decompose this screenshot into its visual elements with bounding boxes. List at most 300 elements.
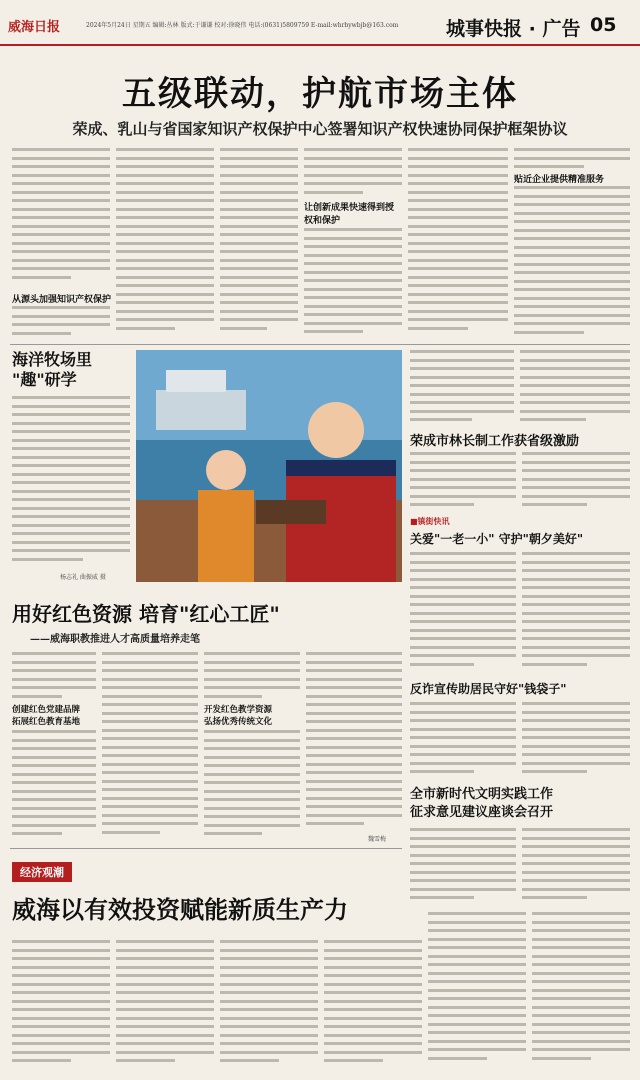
text-line: [12, 233, 110, 236]
text-line: [306, 695, 402, 698]
text-line: [204, 669, 300, 672]
economy-body-5: [428, 912, 526, 1070]
text-line: [220, 250, 298, 253]
text-line: [428, 980, 526, 983]
red-resources-headline: 用好红色资源 培育"红心工匠": [12, 602, 280, 626]
text-line: [12, 165, 110, 168]
text-line: [220, 1051, 318, 1054]
text-line: [12, 267, 110, 270]
text-line: [532, 912, 630, 915]
text-line: [12, 456, 130, 459]
text-line: [410, 654, 516, 657]
lead-body-col-1b: [12, 306, 110, 340]
text-line: [116, 1025, 214, 1028]
text-line: [428, 1014, 526, 1017]
text-line: [410, 469, 516, 472]
text-line: [324, 949, 422, 952]
text-line: [12, 208, 110, 211]
economy-body-4: [324, 940, 422, 1070]
text-line: [522, 654, 630, 657]
text-line: [410, 478, 516, 481]
text-line: [12, 832, 62, 835]
text-line: [12, 781, 96, 784]
text-line: [12, 730, 96, 733]
text-line: [116, 148, 214, 151]
text-line: [12, 764, 96, 767]
text-line: [12, 1008, 110, 1011]
text-line: [12, 315, 110, 318]
text-line: [220, 966, 318, 969]
text-line: [410, 828, 516, 831]
text-line: [514, 322, 630, 325]
text-line: [522, 478, 630, 481]
text-line: [220, 301, 298, 304]
town-news-kicker: ■镇街快讯: [410, 516, 450, 526]
text-line: [12, 974, 110, 977]
text-line: [12, 695, 62, 698]
text-line: [220, 276, 298, 279]
text-line: [204, 652, 300, 655]
text-line: [522, 595, 630, 598]
text-line: [12, 957, 110, 960]
forest-chief-body-1: [410, 452, 516, 512]
economy-body-2: [116, 940, 214, 1070]
text-line: [522, 578, 630, 581]
text-line: [408, 208, 508, 211]
text-line: [410, 896, 474, 899]
text-line: [522, 503, 587, 506]
text-line: [522, 663, 587, 666]
text-line: [116, 327, 175, 330]
text-line: [102, 805, 198, 808]
page-number: 05: [590, 14, 617, 36]
text-line: [116, 182, 214, 185]
text-line: [408, 148, 508, 151]
text-line: [410, 401, 514, 404]
text-line: [220, 940, 318, 943]
divider-2: [10, 848, 402, 849]
text-line: [522, 586, 630, 589]
text-line: [12, 490, 130, 493]
text-line: [12, 498, 130, 501]
sea-ranch-photo-caption: 杨志礼 曲振威 摄: [60, 574, 106, 581]
text-line: [102, 729, 198, 732]
text-line: [408, 318, 508, 321]
text-line: [514, 157, 630, 160]
text-line: [532, 1023, 630, 1026]
text-line: [306, 805, 402, 808]
text-line: [12, 966, 110, 969]
text-line: [532, 938, 630, 941]
text-line: [522, 569, 630, 572]
text-line: [220, 284, 298, 287]
text-line: [522, 702, 630, 705]
text-line: [306, 763, 402, 766]
text-line: [428, 938, 526, 941]
text-line: [306, 652, 402, 655]
text-line: [522, 495, 630, 498]
text-line: [514, 165, 584, 168]
text-line: [520, 410, 630, 413]
text-line: [116, 259, 214, 262]
text-line: [116, 165, 214, 168]
text-line: [304, 313, 402, 316]
text-line: [204, 747, 300, 750]
text-line: [12, 481, 130, 484]
text-line: [220, 1008, 318, 1011]
text-line: [324, 1017, 422, 1020]
text-line: [220, 957, 318, 960]
text-line: [12, 524, 130, 527]
text-line: [410, 595, 516, 598]
text-line: [220, 267, 298, 270]
text-line: [304, 165, 402, 168]
text-line: [410, 837, 516, 840]
text-line: [220, 148, 298, 151]
text-line: [204, 730, 300, 733]
text-line: [408, 276, 508, 279]
text-line: [220, 983, 318, 986]
text-line: [522, 879, 630, 882]
text-line: [12, 541, 130, 544]
text-line: [408, 250, 508, 253]
text-line: [408, 259, 508, 262]
text-line: [306, 754, 402, 757]
civilization-headline: 全市新时代文明实践工作 征求意见建议座谈会召开: [410, 787, 554, 820]
lead-body-col-4b: [304, 228, 402, 340]
text-line: [304, 271, 402, 274]
text-line: [204, 695, 262, 698]
text-line: [116, 1000, 214, 1003]
civilization-body-1: [410, 828, 516, 904]
text-line: [12, 1034, 110, 1037]
text-line: [306, 720, 402, 723]
text-line: [12, 464, 130, 467]
text-line: [220, 182, 298, 185]
masthead-info: 2024年5月24日 星期五 编辑:丛林 版式:于谦谦 校对:徐晓伟 电话:(0631)5809759 E-mail:whrbywbjb@163.com: [86, 22, 399, 29]
text-line: [102, 652, 198, 655]
red-resources-subheadline: ——威海职教推进人才高质量培养走笔: [30, 634, 200, 645]
text-line: [532, 946, 630, 949]
text-line: [12, 983, 110, 986]
economy-body-6: [532, 912, 630, 1070]
lead-body-col-2: [116, 148, 214, 340]
text-line: [522, 646, 630, 649]
text-line: [410, 418, 472, 421]
text-line: [12, 669, 96, 672]
text-line: [520, 393, 630, 396]
lead-subhead-2: 让创新成果快速得到授权和保护: [304, 203, 395, 226]
anti-fraud-headline: 反诈宣传助居民守好"钱袋子": [410, 682, 567, 696]
text-line: [12, 678, 96, 681]
text-line: [12, 323, 110, 326]
text-line: [410, 728, 516, 731]
text-line: [410, 854, 516, 857]
lead-body-col-5: [408, 148, 508, 340]
text-line: [116, 957, 214, 960]
text-line: [410, 452, 516, 455]
text-line: [428, 921, 526, 924]
text-line: [520, 376, 630, 379]
sea-ranch-body: [12, 396, 130, 570]
red-subhead-2: 开发红色教学资源 弘扬优秀传统文化: [204, 705, 273, 727]
lead-body-col-6b: [514, 186, 630, 340]
text-line: [116, 940, 214, 943]
text-line: [410, 552, 516, 555]
right-col-top-2: [520, 350, 630, 426]
text-line: [304, 296, 402, 299]
text-line: [408, 233, 508, 236]
economy-headline: 威海以有效投资赋能新质生产力: [12, 895, 348, 924]
text-line: [514, 237, 630, 240]
text-line: [12, 332, 71, 335]
text-line: [306, 797, 402, 800]
text-line: [220, 1000, 318, 1003]
text-line: [306, 661, 402, 664]
text-line: [410, 461, 516, 464]
text-line: [514, 229, 630, 232]
text-line: [324, 1025, 422, 1028]
text-line: [306, 703, 402, 706]
text-line: [428, 1031, 526, 1034]
text-line: [102, 686, 198, 689]
text-line: [522, 461, 630, 464]
text-line: [116, 216, 214, 219]
text-line: [12, 661, 96, 664]
text-line: [12, 807, 96, 810]
text-line: [12, 174, 110, 177]
text-line: [102, 737, 198, 740]
text-line: [410, 620, 516, 623]
text-line: [12, 815, 96, 818]
text-line: [324, 983, 422, 986]
text-line: [306, 780, 402, 783]
text-line: [116, 1042, 214, 1045]
text-line: [220, 165, 298, 168]
text-line: [514, 288, 630, 291]
text-line: [428, 929, 526, 932]
text-line: [408, 157, 508, 160]
text-line: [306, 729, 402, 732]
text-line: [514, 203, 630, 206]
text-line: [306, 686, 402, 689]
red-subhead-1: 创建红色党建品牌 拓展红色教育基地: [12, 705, 81, 727]
text-line: [532, 1031, 630, 1034]
text-line: [522, 637, 630, 640]
text-line: [102, 703, 198, 706]
red-body-col-3b: [204, 730, 300, 842]
text-line: [220, 208, 298, 211]
text-line: [428, 946, 526, 949]
lead-body-col-3: [220, 148, 298, 340]
text-line: [220, 157, 298, 160]
text-line: [204, 824, 300, 827]
text-line: [324, 1000, 422, 1003]
text-line: [410, 888, 516, 891]
text-line: [306, 814, 402, 817]
care-headline: 关爱"一老一小" 守护"朝夕美好": [410, 532, 584, 546]
text-line: [102, 797, 198, 800]
text-line: [116, 242, 214, 245]
text-line: [220, 174, 298, 177]
text-line: [514, 186, 630, 189]
text-line: [408, 199, 508, 202]
text-line: [522, 845, 630, 848]
divider: [10, 344, 630, 345]
text-line: [522, 871, 630, 874]
text-line: [514, 331, 584, 334]
text-line: [532, 1048, 630, 1051]
lead-subhead-1: 从源头加强知识产权保护: [12, 295, 112, 305]
text-line: [12, 515, 130, 518]
text-line: [12, 790, 96, 793]
text-line: [220, 1025, 318, 1028]
text-line: [410, 871, 516, 874]
text-line: [522, 719, 630, 722]
text-line: [410, 486, 516, 489]
text-line: [220, 1017, 318, 1020]
economy-body-3: [220, 940, 318, 1070]
text-line: [304, 262, 402, 265]
text-line: [304, 254, 402, 257]
text-line: [514, 271, 630, 274]
text-line: [522, 762, 630, 765]
text-line: [306, 737, 402, 740]
text-line: [12, 225, 110, 228]
text-line: [522, 828, 630, 831]
text-line: [410, 646, 516, 649]
text-line: [116, 1008, 214, 1011]
text-line: [102, 763, 198, 766]
text-line: [116, 949, 214, 952]
text-line: [306, 669, 402, 672]
text-line: [12, 473, 130, 476]
text-line: [522, 629, 630, 632]
text-line: [304, 322, 402, 325]
text-line: [522, 552, 630, 555]
text-line: [532, 997, 630, 1000]
text-line: [410, 359, 514, 362]
text-line: [12, 549, 130, 552]
text-line: [116, 233, 214, 236]
text-line: [410, 393, 514, 396]
text-line: [304, 157, 402, 160]
text-line: [408, 301, 508, 304]
text-line: [306, 712, 402, 715]
text-line: [410, 561, 516, 564]
text-line: [410, 702, 516, 705]
text-line: [304, 305, 402, 308]
text-line: [410, 367, 514, 370]
text-line: [520, 401, 630, 404]
text-line: [522, 854, 630, 857]
text-line: [520, 418, 586, 421]
text-line: [116, 293, 214, 296]
text-line: [204, 781, 300, 784]
text-line: [116, 991, 214, 994]
red-body-col-2: [102, 652, 198, 842]
sea-ranch-headline: 海洋牧场里 "趣"研学: [12, 350, 93, 389]
text-line: [102, 712, 198, 715]
text-line: [12, 242, 110, 245]
text-line: [408, 216, 508, 219]
text-line: [12, 1000, 110, 1003]
text-line: [520, 359, 630, 362]
text-line: [514, 246, 630, 249]
text-line: [522, 603, 630, 606]
text-line: [220, 327, 267, 330]
text-line: [428, 912, 526, 915]
text-line: [204, 807, 300, 810]
text-line: [306, 678, 402, 681]
text-line: [304, 228, 402, 231]
text-line: [220, 991, 318, 994]
text-line: [410, 350, 514, 353]
anti-fraud-body-1: [410, 702, 516, 778]
lead-body-col-6: [514, 148, 630, 170]
text-line: [204, 686, 300, 689]
text-line: [220, 216, 298, 219]
red-resources-byline: 魏雪梅: [368, 836, 387, 843]
text-line: [522, 770, 587, 773]
newspaper-logo: 威海日报: [8, 20, 61, 35]
text-line: [410, 376, 514, 379]
red-body-col-1: [12, 652, 96, 700]
text-line: [304, 174, 402, 177]
text-line: [410, 503, 474, 506]
text-line: [116, 1034, 214, 1037]
text-line: [408, 225, 508, 228]
text-line: [116, 225, 214, 228]
text-line: [408, 242, 508, 245]
text-line: [428, 1048, 526, 1051]
text-line: [116, 174, 214, 177]
text-line: [410, 495, 516, 498]
text-line: [514, 263, 630, 266]
text-line: [514, 254, 630, 257]
text-line: [204, 756, 300, 759]
text-line: [324, 957, 422, 960]
text-line: [102, 788, 198, 791]
text-line: [204, 739, 300, 742]
text-line: [428, 1040, 526, 1043]
text-line: [408, 191, 508, 194]
text-line: [116, 284, 214, 287]
text-line: [514, 280, 630, 283]
text-line: [522, 728, 630, 731]
red-body-col-4: [306, 652, 402, 832]
text-line: [408, 182, 508, 185]
text-line: [522, 469, 630, 472]
text-line: [12, 756, 96, 759]
text-line: [220, 199, 298, 202]
text-line: [428, 989, 526, 992]
text-line: [520, 384, 630, 387]
text-line: [514, 195, 630, 198]
text-line: [522, 888, 630, 891]
text-line: [220, 310, 298, 313]
text-line: [220, 259, 298, 262]
text-line: [102, 661, 198, 664]
text-line: [116, 983, 214, 986]
text-line: [514, 297, 630, 300]
text-line: [428, 972, 526, 975]
text-line: [12, 306, 110, 309]
text-line: [324, 966, 422, 969]
text-line: [116, 1051, 214, 1054]
text-line: [522, 736, 630, 739]
lead-subhead-3: 贴近企业提供精准服务: [514, 175, 605, 185]
